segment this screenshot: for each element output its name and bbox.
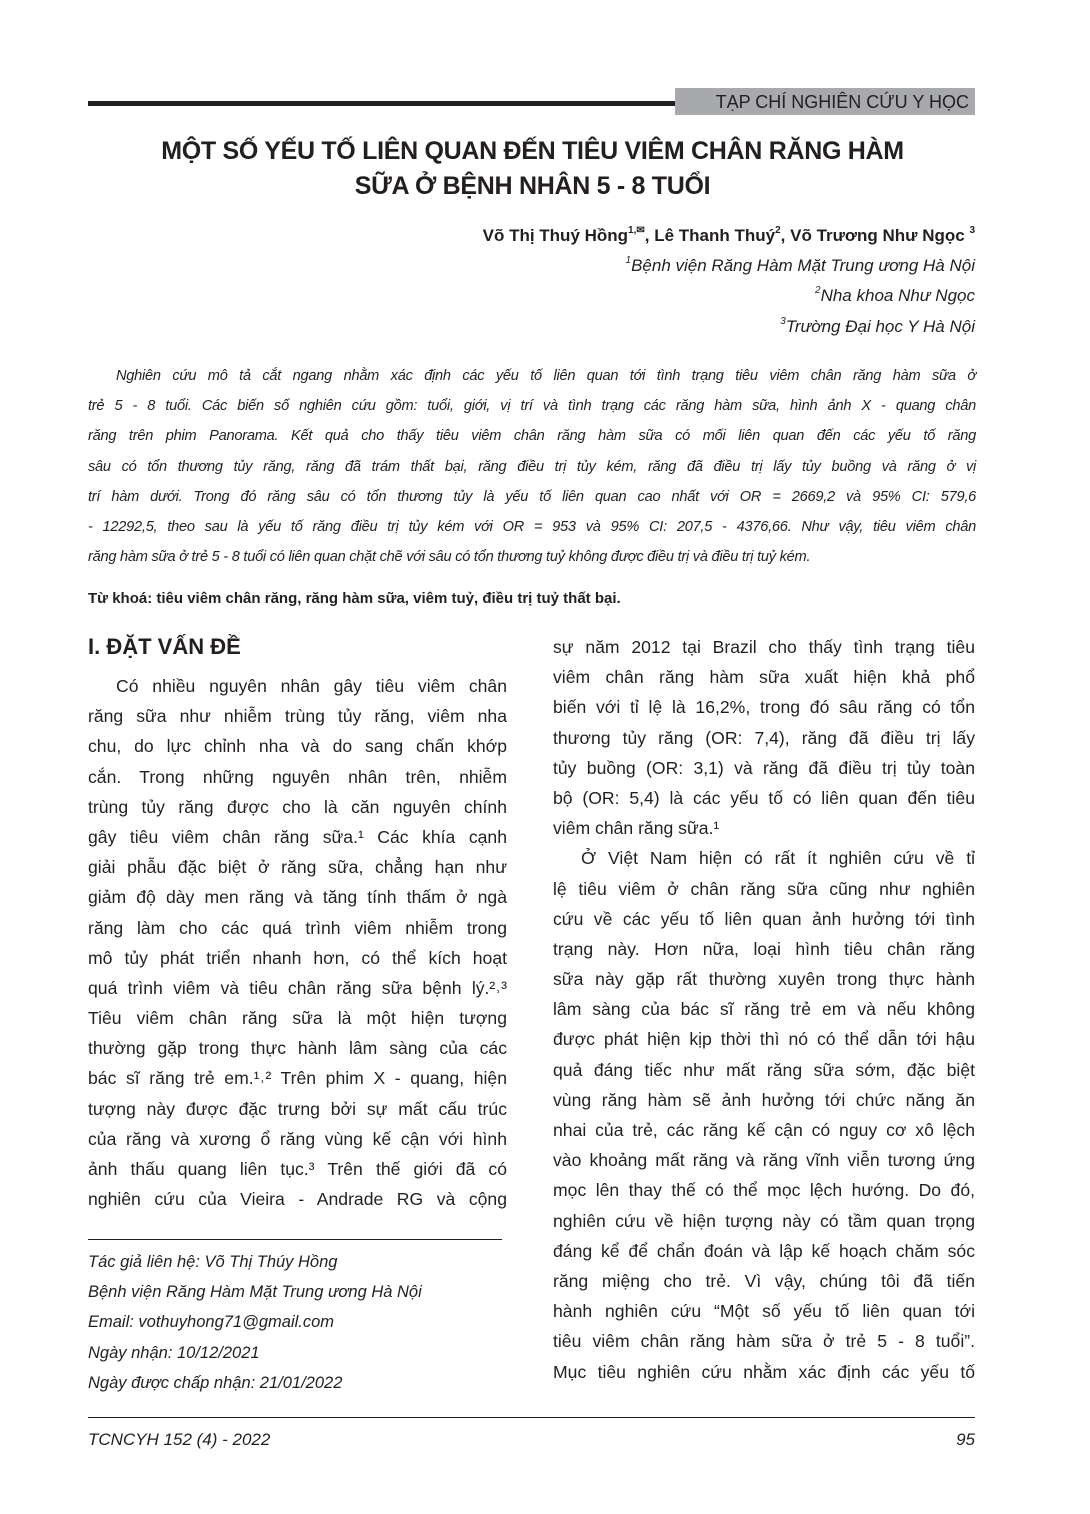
- keywords: Từ khoá: tiêu viêm chân răng, răng hàm sữa, viêm tuỷ, điều trị tuỷ thất bại.: [88, 590, 621, 607]
- footnote-line: Bệnh viện Răng Hàm Mặt Trung ương Hà Nội: [88, 1283, 422, 1302]
- text-line: răng làm cho các quá trình viêm nhiễm trong: [88, 917, 507, 938]
- text-line: vùng răng hàm sẽ ảnh hưởng tới chức năng ăn: [553, 1089, 975, 1110]
- text-line: Nghiên cứu mô tả cắt ngang nhằm xác định các yếu tố liên quan tới tình trạng tiêu viêm chân răng hàm sữa ở: [116, 368, 976, 384]
- text-line: tượng này được đặc trưng bởi sự mất cấu trúc: [88, 1098, 507, 1119]
- text-line: chu, do lực chỉnh nha và do sang chấn khớp: [88, 736, 507, 757]
- affiliation-1: [626, 256, 975, 276]
- text-line: của răng và xương ổ răng vùng kế cận với hình: [88, 1128, 507, 1149]
- author-list: [483, 226, 975, 246]
- text-line: bác sĩ răng trẻ em.¹˒² Trên phim X - quang, hiện: [88, 1068, 507, 1089]
- text-line: giảm độ dày men răng và tăng tính thấm ở ngà: [88, 887, 507, 908]
- text-line: mọc lên thay thế có thể mọc lệch hướng. Do đó,: [553, 1180, 975, 1201]
- affiliation-2: [815, 286, 975, 306]
- text-line: lệ tiêu viêm ở chân răng sữa cũng như nghiên: [553, 878, 975, 899]
- affiliation-name: Bệnh viện Răng Hàm Mặt Trung ương Hà Nội: [631, 256, 975, 275]
- author-1: Võ Thị Thuý Hồng: [482, 226, 629, 245]
- footnote-received-date: Ngày nhận: 10/12/2021: [88, 1343, 260, 1362]
- text-line: nghiên cứu của Vieira - Andrade RG và cộng: [88, 1189, 507, 1210]
- page-number: 95: [956, 1430, 975, 1449]
- affiliation-number: 3: [780, 316, 786, 327]
- footnote-email: Email: vothuyhong71@gmail.com: [88, 1313, 335, 1332]
- affiliation-name: Trường Đại học Y Hà Nội: [785, 317, 975, 336]
- text-line: giải phẫu đặc biệt ở răng sữa, chẳng hạn như: [88, 857, 507, 878]
- article-title: [60, 134, 1005, 204]
- text-line: bộ (OR: 5,4) là các yếu tố có liên quan đến tiêu: [553, 787, 975, 808]
- text-line: tủy buồng (OR: 3,1) và răng đã điều trị tủy toàn: [553, 757, 975, 778]
- body-column-left: [88, 671, 507, 1214]
- text-line: thương tủy răng (OR: 7,4), răng đã điều trị lấy: [553, 727, 975, 748]
- footnote-rule: [88, 1239, 502, 1240]
- text-line: quá trình viêm và tiêu chân răng sữa bệnh lý.²˒³: [88, 977, 507, 998]
- author-2-affiliation: 2: [775, 225, 781, 236]
- text-line: trạng này. Hơn nữa, loại hình tiêu chân răng: [553, 938, 975, 959]
- text-line: trẻ 5 - 8 tuổi. Các biến số nghiên cứu gồm: tuổi, giới, vị trí và tình trạng các răng hàm sữa, hình ảnh X - quang chân: [88, 398, 976, 415]
- author-2: , Lê Thanh Thuý: [644, 226, 776, 245]
- author-3: , Võ Trương Như Ngọc: [780, 226, 970, 245]
- text-line: răng sữa như nhiễm trùng tủy răng, viêm nha: [88, 706, 507, 727]
- abstract: [88, 361, 976, 572]
- text-line: răng miệng cho trẻ. Vì vậy, chúng tôi đã tiến: [553, 1270, 975, 1291]
- text-line: vào khoảng mất răng và răng vĩnh viễn tương ứng: [553, 1150, 975, 1171]
- text-line: sữa này gặp rất thường xuyên trong thực hành: [553, 969, 975, 990]
- text-line: cứu về các yếu tố liên quan ảnh hưởng tới tình: [553, 908, 975, 929]
- author-1-affiliation: 1,✉: [628, 225, 645, 236]
- text-line: nhai của trẻ, các răng kế cận có nguy cơ xô lệch: [553, 1120, 975, 1140]
- text-line: cắn. Trong những nguyên nhân trên, nhiễm: [88, 766, 507, 787]
- text-line: sâu có tổn thương tủy răng, răng đã trám thất bại, răng điều trị tủy kém, răng đã điều trị lấy tủy buồng và răng ở vị: [88, 458, 976, 475]
- text-line: nghiên cứu về hiện tượng này có tầm quan trọng: [553, 1210, 975, 1231]
- footnote-line: Tác giả liên hệ: Võ Thị Thúy Hồng: [88, 1253, 338, 1271]
- text-line: đáng kể để chẩn đoán và lập kế hoạch chăm sóc: [553, 1240, 975, 1261]
- text-line: ảnh thấu quang liên tục.³ Trên thế giới đã có: [88, 1159, 507, 1179]
- affiliation-name: Nha khoa Như Ngọc: [820, 286, 975, 305]
- affiliation-3: [780, 317, 975, 337]
- text-line: lâm sàng của bác sĩ răng trẻ em và nếu không: [553, 999, 975, 1020]
- text-line: thường gặp trong thực hành lâm sàng của các: [88, 1038, 507, 1059]
- text-line: viêm chân răng hàm sữa xuất hiện khả phổ: [553, 667, 975, 688]
- text-line: trùng tủy răng được cho là căn nguyên chính: [88, 796, 507, 817]
- text-line: răng trên phim Panorama. Kết quả cho thấy tiêu viêm chân răng hàm sữa có mối liên quan đến các yếu tố răng: [88, 428, 976, 445]
- text-line: tiêu viêm chân răng hàm sữa ở trẻ 5 - 8 tuổi”.: [553, 1331, 975, 1352]
- text-line: trí hàm dưới. Trong đó răng sâu có tổn thương tủy là yếu tố liên quan cao nhất với OR = 2669,2 và 95% CI: 579,6: [88, 488, 976, 505]
- header-rule: [88, 101, 678, 106]
- title-line-2: SỮA Ở BỆNH NHÂN 5 - 8 TUỔI: [354, 172, 711, 200]
- text-line: quả đáng tiếc như mất răng sữa sớm, đặc biệt: [553, 1059, 975, 1080]
- affiliation-number: 1: [625, 255, 632, 266]
- correspondence-footnote: [88, 1247, 422, 1398]
- title-line-1: MỘT SỐ YẾU TỐ LIÊN QUAN ĐẾN TIÊU VIÊM CHÂN RĂNG HÀM: [161, 137, 904, 165]
- text-line: viêm chân răng sữa.¹: [553, 818, 720, 839]
- section-heading: I. ĐẶT VẤN ĐỀ: [88, 634, 241, 659]
- text-line: được phát hiện kịp thời thì nó có thể dẫn tới hậu: [553, 1029, 975, 1050]
- footer-rule: [88, 1417, 975, 1418]
- text-line: - 12292,5, theo sau là yếu tố răng điều trị tủy kém với OR = 953 và 95% CI: 207,5 - 4376,66. Như vậy, tiêu viêm chân: [88, 518, 976, 535]
- journal-name-banner: TẠP CHÍ NGHIÊN CỨU Y HỌC: [675, 88, 975, 115]
- journal-issue: TCNCYH 152 (4) - 2022: [88, 1430, 271, 1449]
- text-line: sự năm 2012 tại Brazil cho thấy tình trạng tiêu: [553, 637, 975, 657]
- text-line: răng hàm sữa ở trẻ 5 - 8 tuổi có liên quan chặt chẽ với sâu có tổn thương tuỷ không được điều trị và điều trị tuỷ kém.: [88, 549, 811, 566]
- text-line: mô tủy phát triển nhanh hơn, có thể kích hoạt: [88, 947, 507, 968]
- body-column-right: [553, 632, 975, 1387]
- text-line: biến với tỉ lệ là 16,2%, trong đó sâu răng có tổn: [553, 697, 975, 718]
- text-line: Ở Việt Nam hiện có rất ít nghiên cứu về tỉ: [581, 848, 975, 869]
- text-line: hành nghiên cứu “Một số yếu tố liên quan tới: [553, 1301, 975, 1322]
- text-line: Mục tiêu nghiên cứu nhằm xác định các yếu tố: [553, 1361, 975, 1382]
- footnote-accepted-date: Ngày được chấp nhận: 21/01/2022: [88, 1373, 343, 1392]
- author-3-affiliation: 3: [969, 225, 975, 236]
- text-line: Tiêu viêm chân răng sữa là một hiện tượng: [88, 1008, 507, 1029]
- affiliation-number: 2: [815, 285, 821, 296]
- text-line: gây tiêu viêm chân răng sữa.¹ Các khía cạnh: [88, 826, 507, 847]
- text-line: Có nhiều nguyên nhân gây tiêu viêm chân: [116, 676, 507, 696]
